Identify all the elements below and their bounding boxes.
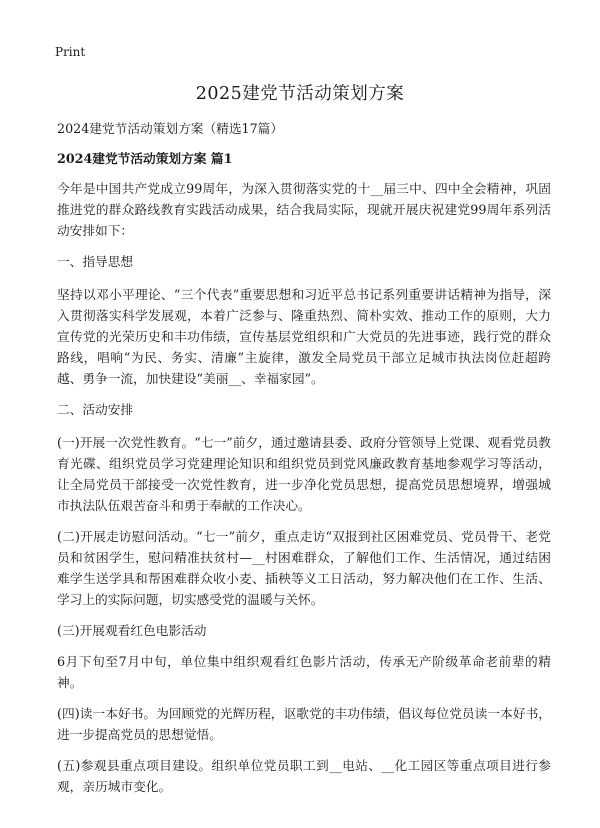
section-heading-guiding-ideology: 一、指导思想 (57, 254, 134, 269)
activity-item-red-films-body: 6月下旬至7月中旬，单位集中组织观看红色影片活动，传承无产阶级革命老前辈的精神。 (57, 654, 551, 690)
intro-paragraph: 今年是中国共产党成立99周年，为深入贯彻落实党的十__届三中、四中全会精神，巩固推进党的群众路线教育实践活动成果，结合我局实际，现就开展庆祝建党99周年系列活动安排如下： (57, 181, 551, 238)
page-title: 2025建党节活动策划方案 (195, 84, 405, 104)
article-heading: 2024建党节活动策划方案 篇1 (57, 151, 233, 166)
activity-item-red-films-heading: (三)开展观看红色电影活动 (57, 623, 207, 638)
guiding-ideology-paragraph: 坚持以邓小平理论、“三个代表”重要思想和习近平总书记系列重要讲话精神为指导，深入贯彻落实科学发展观，本着广泛参与、隆重热烈、简朴实效、推动工作的原则，大力宣传党的光荣历史和丰功伟绩，宣传基层党组织和广大党员的先进事迹，践行党的群众路线，唱响“为民、务实、清廉”主旋律，激发全局党员干部立足城市执法岗位赶超跨越、勇争一流，加快建设“美丽__、幸福家园”。 (57, 287, 551, 386)
activity-item-read-book: (四)读一本好书。为回顾党的光辉历程，讴歌党的丰功伟绩，倡议每位党员读一本好书，进一步提高党员的思想觉悟。 (57, 706, 551, 742)
print-link[interactable]: Print (55, 45, 86, 59)
section-heading-activity-plan: 二、活动安排 (57, 402, 134, 417)
activity-item-party-education: (一)开展一次党性教育。“七一”前夕，通过邀请县委、政府分管领导上党课、观看党员教育光碟、组织党员学习党建理论知识和组织党员到党风廉政教育基地参观学习等活动，让全局党员干部接受一次党性教育，进一步净化党员思想，提高党员思想境界，增强城市执法队伍艰苦奋斗和勇于奉献的工作决心。 (57, 435, 551, 513)
activity-item-visits: (二)开展走访慰问活动。“七一”前夕，重点走访“双报到社区困难党员、党员骨干、老党员和贫困学生，慰问精准扶贫村—__村困难群众，了解他们工作、生活情况，通过结困难学生送学具和帮困难群众收小麦、插秧等义工日活动，努力解决他们在工作、生活、学习上的实际问题，切实感受党的温暖与关怀。 (57, 529, 551, 607)
article-body (57, 118, 551, 807)
document-subtitle: 2024建党节活动策划方案（精选17篇） (57, 121, 284, 136)
activity-item-project-visit: (五)参观县重点项目建设。组织单位党员职工到__电站、__化工园区等重点项目进行参观，亲历城市变化。 (57, 758, 551, 794)
